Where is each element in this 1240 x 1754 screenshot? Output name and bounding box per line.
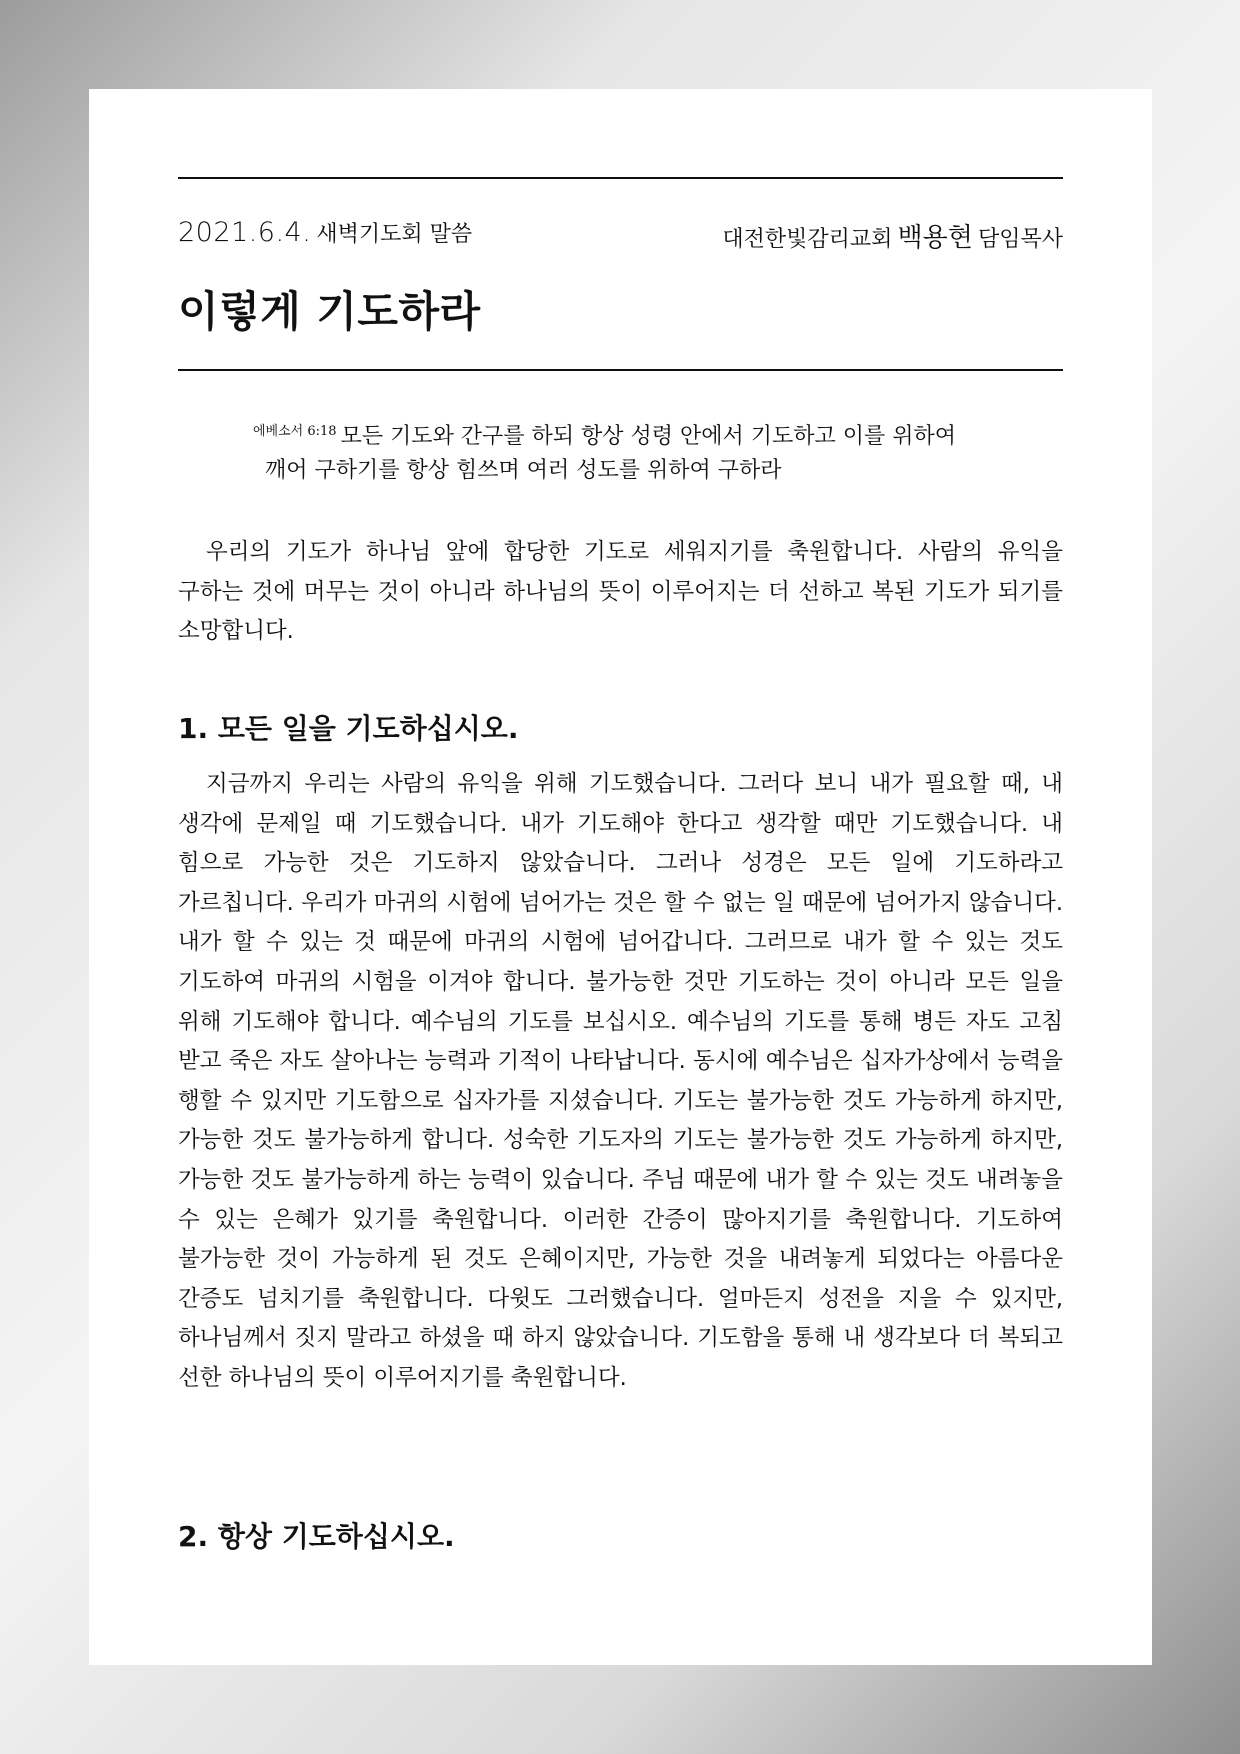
scripture-text-1: 모든 기도와 간구를 하되 항상 성령 안에서 기도하고 이를 위하여 (340, 424, 957, 449)
pastor-title: 담임목사 (977, 227, 1063, 252)
intro-paragraph: 우리의 기도가 하나님 앞에 합당한 기도로 세워지기를 축원합니다. 사람의 유익을 구하는 것에 머무는 것이 아니라 하나님의 뜻이 이루어지는 더 선하고 복된 기도가 되기를 소망합니다. (178, 539, 1063, 645)
church-name: 대전한빛감리교회 (722, 227, 893, 252)
preacher-info (722, 217, 1063, 254)
pastor-name: 백용현 (897, 223, 973, 253)
scripture-line-2: 깨어 구하기를 항상 힘쓰며 여러 성도를 위하여 구하라 (265, 458, 782, 483)
page-title: 이렇게 기도하라 (178, 287, 481, 336)
title-divider (178, 369, 1063, 371)
top-divider (178, 177, 1063, 179)
service-name: 새벽기도회 말씀 (316, 222, 473, 247)
scripture-quote (253, 415, 1013, 488)
scripture-line-1 (253, 415, 1013, 454)
sermon-date: 2021.6.4. (178, 217, 312, 248)
section-heading-2: 2. 항상 기도하십시오. (178, 1520, 455, 1553)
scripture-reference: 에베소서 6:18 (253, 424, 337, 439)
section-heading-1: 1. 모든 일을 기도하십시오. (178, 712, 519, 745)
sermon-meta (178, 217, 472, 248)
document-page (89, 89, 1152, 1665)
section-body-1: 지금까지 우리는 사람의 유익을 위해 기도했습니다. 그러다 보니 내가 필요할 때, 내 생각에 문제일 때 기도했습니다. 내가 기도해야 한다고 생각할 때만 기도했습니다. 내 힘으로 가능한 것은 기도하지 않았습니다. 그러나 성경은 모든 일에 기도하라고 가르칩니다. 우리가 마귀의 시험에 넘어가는 것은 할 수 없는 일 때문에 넘어가지 않습니다. 내가 할 수 있는 것 때문에 마귀의 시험에 넘어갑니다. 그러므로 내가 할 수 있는 것도 기도하여 마귀의 시험을 이겨야 합니다. 불가능한 것만 기도하는 것이 아니라 모든 일을 위해 기도해야 합니다. 예수님의 기도를 보십시오. 예수님의 기도를 통해 병든 자도 고침 받고 죽은 자도 살아나는 능력과 기적이 나타납니다. 동시에 예수님은 십자가상에서 능력을 행할 수 있지만 기도함으로 십자가를 지셨습니다. 기도는 불가능한 것도 가능하게 하지만, 가능한 것도 불가능하게 합니다. 성숙한 기도자의 기도는 불가능한 것도 가능하게 하지만, 가능한 것도 불가능하게 하는 능력이 있습니다. 주님 때문에 내가 할 수 있는 것도 내려놓을 수 있는 은혜가 있기를 축원합니다. 이러한 간증이 많아지기를 축원합니다. 기도하여 불가능한 것이 가능하게 된 것도 은혜이지만, 가능한 것을 내려놓게 되었다는 아름다운 간증도 넘치기를 축원합니다. 다윗도 그러했습니다. 얼마든지 성전을 지을 수 있지만, 하나님께서 짓지 말라고 하셨을 때 하지 않았습니다. 기도함을 통해 내 생각보다 더 복되고 선한 하나님의 뜻이 이루어지기를 축원합니다. (178, 771, 1063, 1391)
